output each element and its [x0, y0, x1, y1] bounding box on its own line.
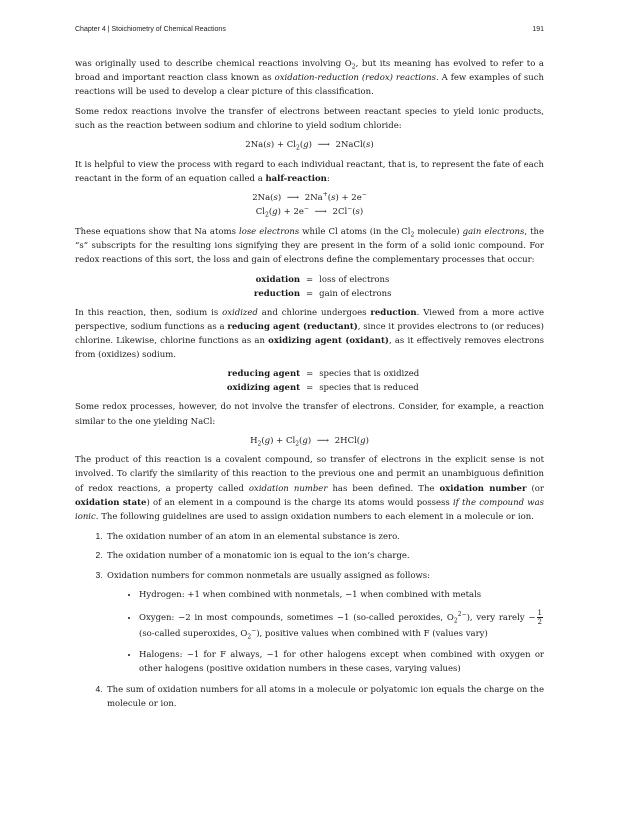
page-body: [75, 57, 544, 715]
oxidation-number-rules: [75, 529, 544, 711]
equation-hydrogen-chloride: $H_2(g) + Cl_2(g)$ ⟶ 2HCl(g): [250, 435, 369, 448]
rule-hydrogen: • Hydrogen: +1 when combined with nonmetals, −1 when combined with metals: [139, 587, 544, 603]
paragraph-intro: was originally used to describe chemical reactions involving $O_2$, but its meaning has evolved to refer to a broad and important reaction class known as oxidation-reduction (redox) reactions. A few examples of such reactions will be used to develop a clear picture of this classification.: [75, 59, 544, 98]
equation-sodium-chloride: $2Na(s) + Cl_2(g)$ ⟶ 2NaCl(s): [245, 140, 374, 152]
definition-row: reducing agent = species that is oxidized: [227, 369, 420, 380]
equation-half-sodium: 2Na(s) ⟶ 2Na+(s) + 2e−: [252, 191, 367, 203]
equation-half-chlorine: $Cl_2(g) + 2e^-$ ⟶ 2Cl−(s): [255, 205, 364, 220]
rule-item: 1. The oxidation number of an atom in an elemental substance is zero.: [105, 529, 544, 544]
definition-row: reduction = gain of electrons: [253, 288, 392, 299]
rule-item: 3. Oxidation numbers for common nonmetals are usually assigned as follows: • Hydrogen: +1 when combined with nonmetals, −1 when combined with metals • Oxygen: −2 in most compounds, sometimes −1 (so-called peroxides, $O_2^{2-}$), very rarely − $\frac{1}{2}$ (so-called superoxides, $O_2^-$), positive values when combined with F (values vary) • Halogens: −1 for F always, −1 for other halogens except when combined with oxygen or other halogens (positive oxidation numbers in these cases, varying values): [105, 568, 544, 676]
rule-oxygen: • Oxygen: −2 in most compounds, sometimes −1 (so-called peroxides, $O_2^{2-}$), very rarely − $\frac{1}{2}$ (so-called superoxides, $O_2^-$), positive values when combined with F (values vary): [139, 609, 544, 642]
definitions-agents: [75, 367, 544, 395]
definition-row: oxidizing agent = species that is reduced: [226, 383, 419, 394]
rule-item: 4. The sum of oxidation numbers for all atoms in a molecule or polyatomic ion equals the charge on the molecule or ion.: [105, 682, 544, 711]
paragraph-agents: In this reaction, then, sodium is oxidized and chlorine undergoes reduction. Viewed from a more active perspective, sodium functions as a reducing agent (reductant), since it provides electrons to (or reduces) chlorine. Likewise, chlorine functions as an oxidizing agent (oxidant), as it effectively removes electrons from (oxidizes) sodium.: [75, 307, 544, 361]
nonmetal-rules: [107, 587, 544, 676]
rule-halogens: • Halogens: −1 for F always, −1 for other halogens except when combined with oxygen or other halogens (positive oxidation numbers in these cases, varying values): [139, 648, 544, 676]
paragraph-oxidation-number: The product of this reaction is a covalent compound, so transfer of electrons in the explicit sense is not involved. To clarify the similarity of this reaction to the previous one and permit an unambiguous definition of redox reactions, a property called oxidation number has been defined. The oxidation number (or oxidation state) of an element in a compound is the charge its atoms would possess if the compound was ionic. The following guidelines are used to assign oxidation numbers to each element in a molecule or ion.: [75, 455, 545, 523]
chapter-title: Chapter 4 | Stoichiometry of Chemical Reactions: [75, 26, 226, 33]
definition-row: oxidation = loss of electrons: [255, 274, 390, 285]
paragraph-ionic-redox: Some redox reactions involve the transfer of electrons between reactant species to yield ionic products, such as the reaction between sodium and chlorine to yield sodium chloride:: [75, 106, 544, 131]
paragraph-half-reaction: It is helpful to view the process with regard to each individual reactant, that is, to represent the fate of each reactant in the form of an equation called a half-reaction:: [75, 159, 544, 184]
rule-item: 2. The oxidation number of a monatomic ion is equal to the ion’s charge.: [105, 548, 544, 563]
fraction-one-half: $\frac{1}{2}$: [537, 608, 542, 626]
paragraph-electron-transfer: These equations show that Na atoms lose electrons while Cl atoms (in the $Cl_2$ molecule) gain electrons, the “s” subscripts for the resulting ions signifying they are present in the form of a solid ionic compound. For redox reactions of this sort, the loss and gain of electrons define the complementary processes that occur:: [75, 226, 545, 266]
paragraph-covalent-redox: Some redox processes, however, do not involve the transfer of electrons. Consider, for example, a reaction similar to the one yielding NaCl:: [75, 402, 544, 427]
page-number: 191: [532, 26, 544, 33]
definitions-oxidation-reduction: [75, 273, 544, 301]
